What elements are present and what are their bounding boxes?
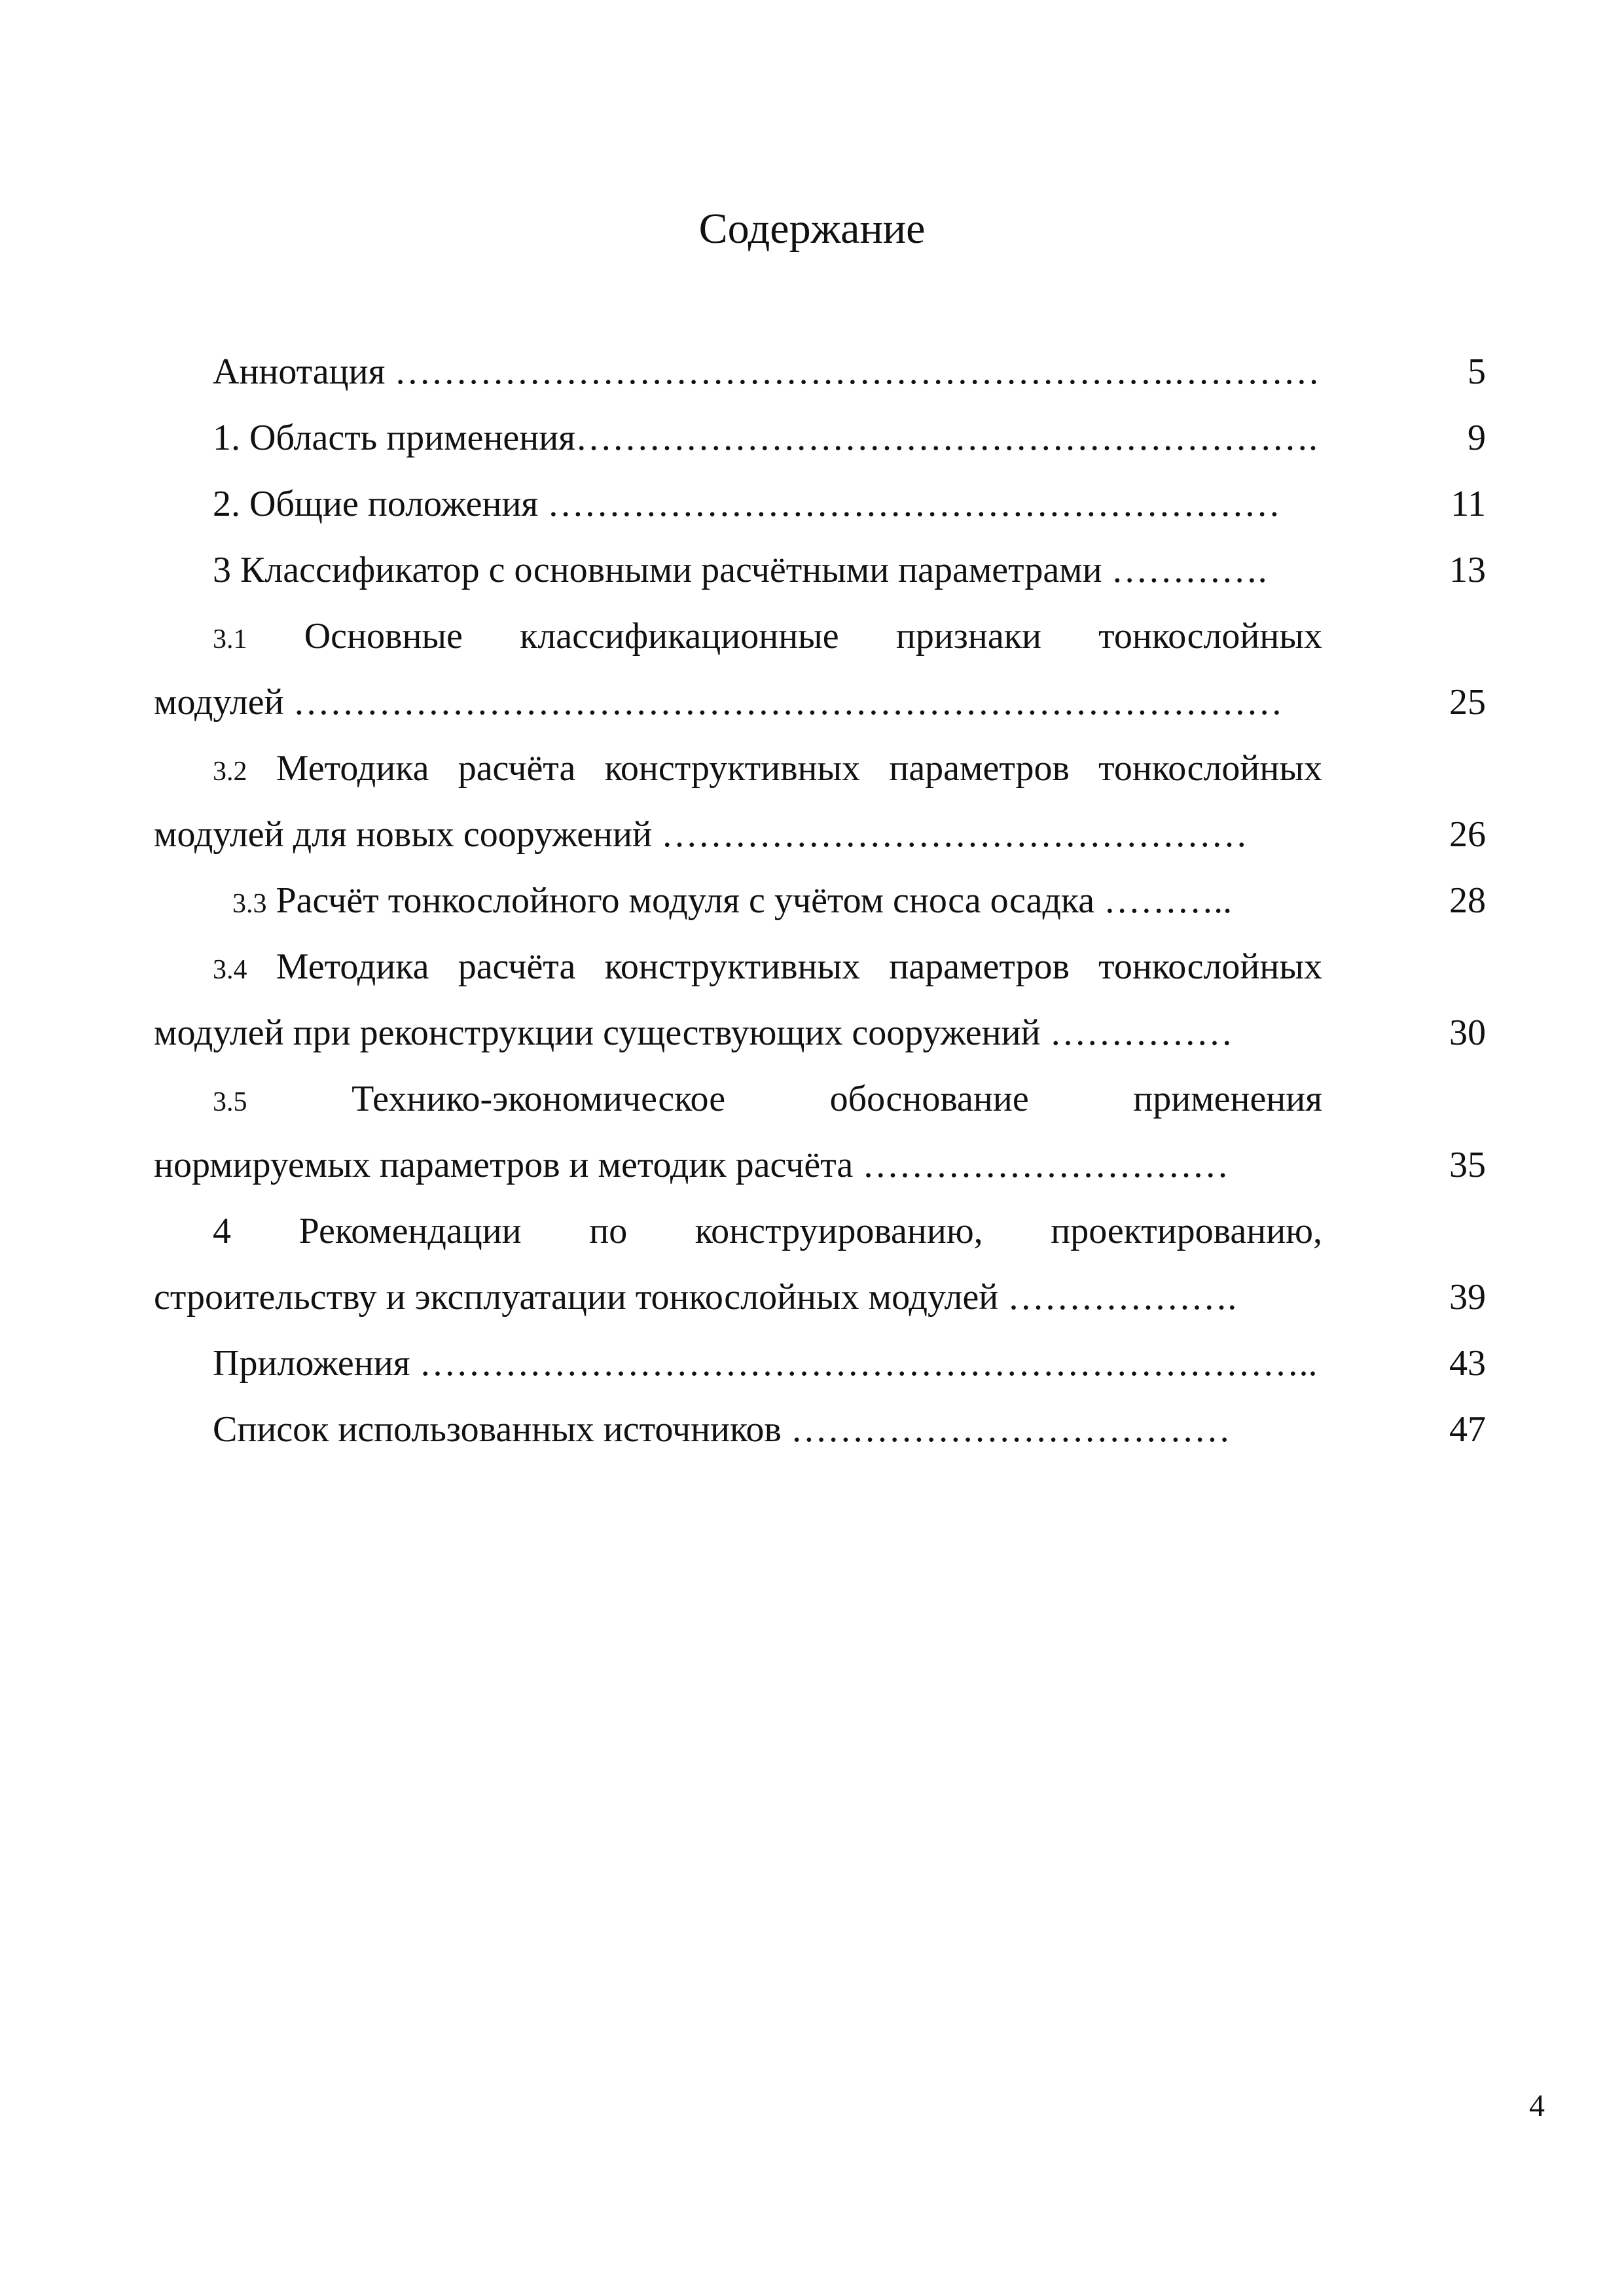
- toc-scope: 1. Область применения…………………………………………………….: [213, 418, 1318, 458]
- toc-3-5-title: Технико-экономическое обоснование применения: [352, 1079, 1322, 1119]
- toc-3-1-number: 3.1: [213, 624, 247, 655]
- toc-4-first-line: [213, 1208, 1322, 1254]
- toc-3-1-second-line: модулей ………………………………………………………………………: [154, 682, 1283, 723]
- toc-appendices: Приложения ………………………………………………………………..: [213, 1343, 1318, 1384]
- toc-3-2-number: 3.2: [213, 757, 247, 787]
- toc-3-4-title: Методика расчёта конструктивных параметров тонкослойных: [276, 946, 1322, 987]
- toc-3-1-first-line: [213, 613, 1322, 662]
- toc-3-5-first-line: [213, 1076, 1322, 1125]
- toc-scope-page: 9: [1468, 418, 1486, 458]
- toc-4-number: 4: [213, 1211, 231, 1251]
- toc-3-4-first-line: [213, 944, 1322, 993]
- toc-annotation: Аннотация ……………………………………………………….…………: [213, 351, 1320, 392]
- toc-3-5-page: 35: [1449, 1145, 1486, 1185]
- toc-references: Список использованных источников ………………………………: [213, 1409, 1231, 1450]
- toc-appendices-page: 43: [1449, 1343, 1486, 1384]
- toc-classifier: 3 Классификатор с основными расчётными параметрами ………….: [213, 550, 1267, 590]
- toc-3-2-title: Методика расчёта конструктивных параметров тонкослойных: [276, 748, 1322, 789]
- toc-3-1-page: 25: [1449, 682, 1486, 723]
- toc-4-page: 39: [1449, 1277, 1486, 1318]
- toc-4-title: Рекомендации по конструированию, проектированию,: [298, 1211, 1322, 1251]
- toc-classifier-page: 13: [1449, 550, 1486, 590]
- toc-4-second-line: строительству и эксплуатации тонкослойных модулей ……………….: [154, 1277, 1237, 1318]
- toc-3-2-second-line: модулей для новых сооружений …………………………………………: [154, 814, 1248, 855]
- toc-3-4-number: 3.4: [213, 955, 247, 985]
- toc-3-3-line: [232, 878, 1232, 927]
- toc-3-2-page: 26: [1449, 814, 1486, 855]
- page-title: Содержание: [698, 205, 926, 253]
- toc-3-1-title: Основные классификационные признаки тонкослойных: [304, 616, 1322, 656]
- toc-3-2-first-line: [213, 745, 1322, 795]
- toc-3-4-second-line: модулей при реконструкции существующих сооружений ……………: [154, 1013, 1233, 1053]
- toc-3-3-number: 3.3: [232, 889, 267, 919]
- page-number: 4: [1529, 2089, 1545, 2123]
- toc-3-3-title: Расчёт тонкослойного модуля с учётом сноса осадка ………..: [276, 880, 1233, 921]
- toc-3-3-page: 28: [1449, 880, 1486, 921]
- toc-3-4-page: 30: [1449, 1013, 1486, 1053]
- toc-general: 2. Общие положения ……………………………………………………: [213, 484, 1281, 524]
- toc-3-5-second-line: нормируемых параметров и методик расчёта …………………………: [154, 1145, 1229, 1185]
- toc-3-5-number: 3.5: [213, 1087, 247, 1117]
- toc-general-page: 11: [1451, 484, 1486, 524]
- toc-references-page: 47: [1449, 1409, 1486, 1450]
- toc-annotation-page: 5: [1468, 351, 1486, 392]
